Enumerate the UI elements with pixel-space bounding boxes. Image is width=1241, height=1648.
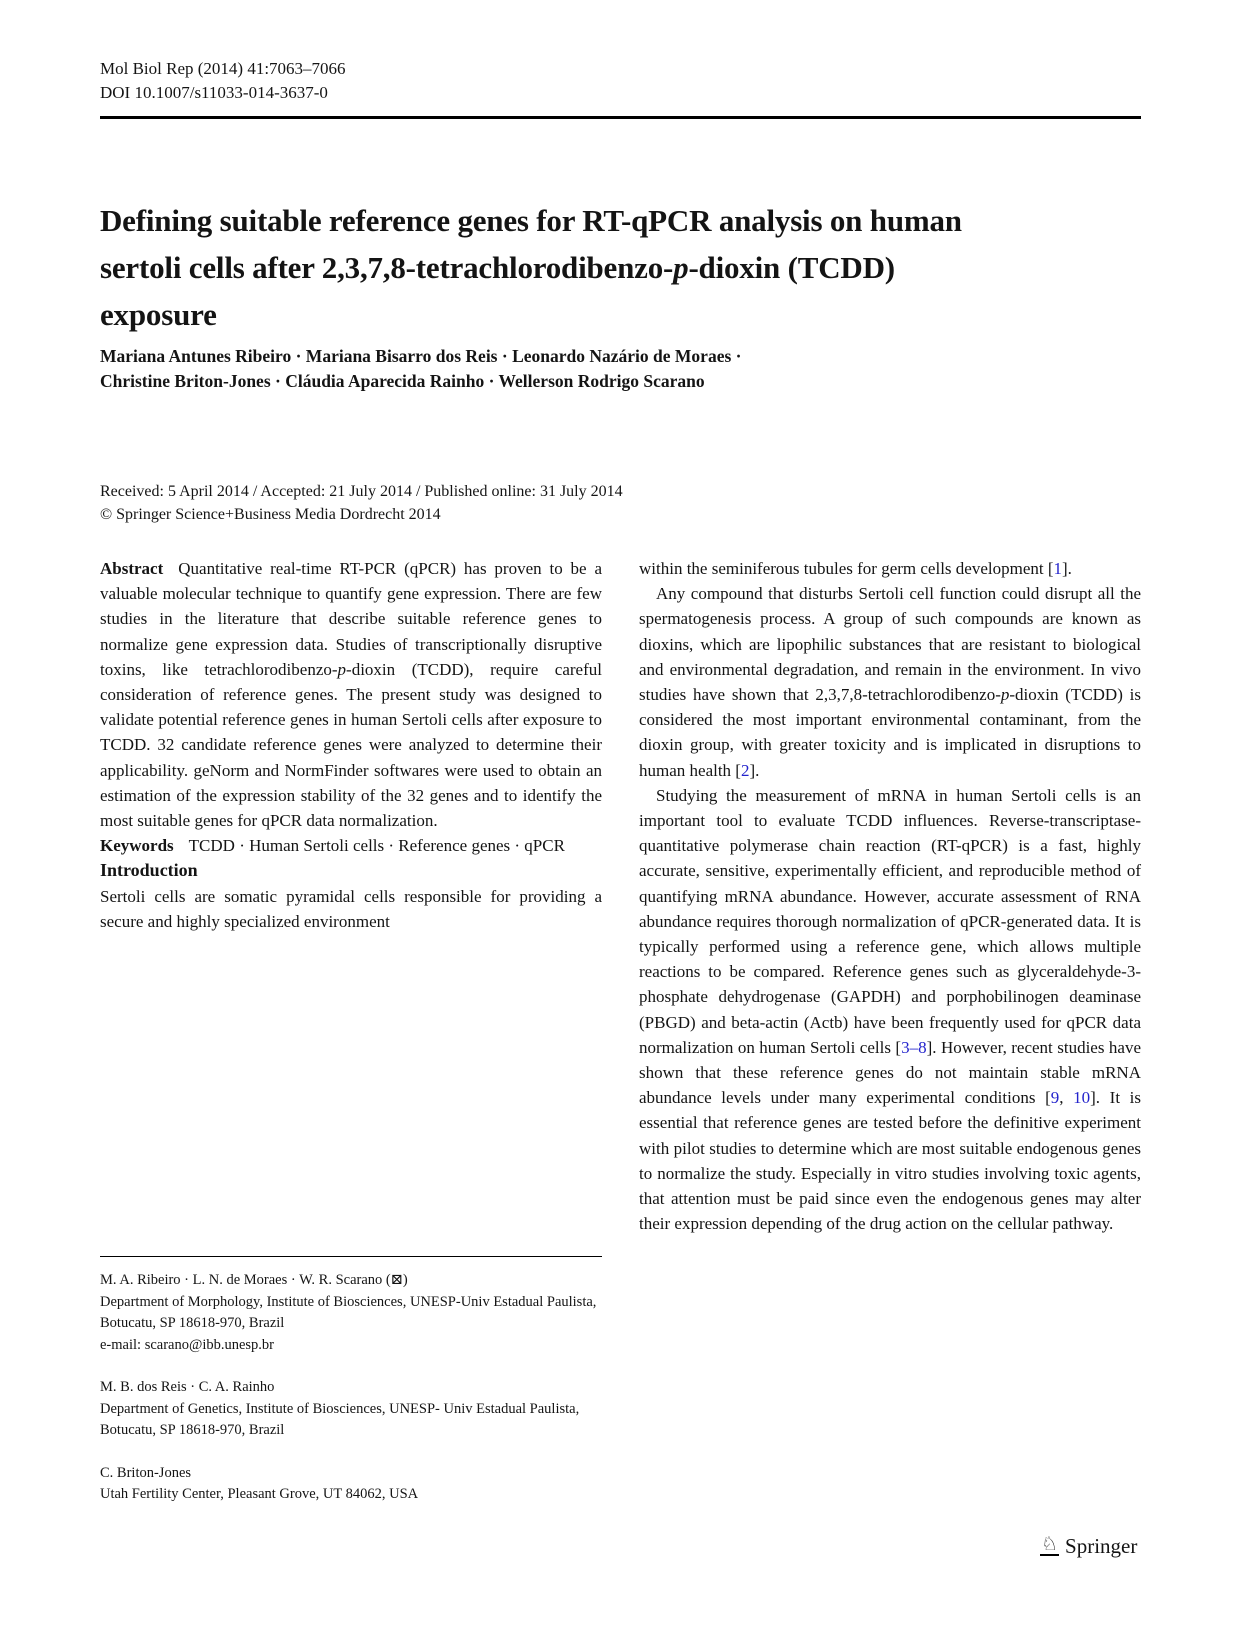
affiliation-3-authors: C. Briton-Jones [100,1464,192,1481]
citation-ref-3-8[interactable]: 3–8 [901,1037,927,1057]
springer-logo-label: Springer [1065,1534,1138,1558]
affiliation-1-email: e-mail: scarano@ibb.unesp.br [100,1336,275,1353]
header-rule [100,116,1141,119]
title-line-3: exposure [100,297,217,332]
right-column [639,556,1141,1236]
keywords-label: Keywords [100,836,174,856]
author-line-1: Mariana Antunes Ribeiro · Mariana Bisarro dos Reis · Leonardo Nazário de Moraes · [100,346,742,366]
keywords-paragraph [100,833,602,858]
author-line-2: Christine Briton-Jones · Cláudia Aparecida Rainho · Wellerson Rodrigo Scarano [100,371,705,391]
paragraph-tubules: within the seminiferous tubules for germ cells development [1]. [639,559,1072,578]
affiliation-1-address: Department of Morphology, Institute of Biosciences, UNESP-Univ Estadual Paulista, Botucatu, SP 18618-970, Brazil [100,1293,597,1331]
paper-title [100,197,1080,338]
journal-doi: DOI 10.1007/s11033-014-3637-0 [100,83,328,102]
title-line-1: Defining suitable reference genes for RT-qPCR analysis on human [100,203,962,238]
journal-header [100,57,346,105]
citation-ref-10[interactable]: 10 [1073,1088,1091,1108]
affiliations-footnote [100,1256,602,1527]
left-column [100,556,602,934]
abstract-label: Abstract [100,559,164,578]
corresponding-author-envelope-icon: ⊠ [390,1272,403,1288]
journal-citation: Mol Biol Rep (2014) 41:7063–7066 [100,59,346,78]
affiliation-1-authors: M. A. Ribeiro · L. N. de Moraes · W. R. Scarano (⊠) [100,1272,408,1288]
article-meta [100,480,1000,526]
citation-ref-2[interactable]: 2 [740,760,750,780]
author-list [100,344,1080,394]
introduction-paragraph: Sertoli cells are somatic pyramidal cells responsible for providing a secure and highly specialized environment [100,886,602,931]
received-accepted-line: Received: 5 April 2014 / Accepted: 21 July 2014 / Published online: 31 July 2014 [100,483,623,500]
springer-logo [1040,1534,1137,1559]
affiliation-2 [100,1377,602,1442]
affiliation-2-authors: M. B. dos Reis · C. A. Rainho [100,1379,275,1395]
title-italic-p: p [673,250,689,285]
affiliation-3 [100,1463,602,1506]
title-line-2: sertoli cells after 2,3,7,8-tetrachlorodibenzo-p-dioxin (TCDD) [100,250,895,285]
citation-ref-1[interactable]: 1 [1053,559,1063,578]
affiliation-1 [100,1270,602,1356]
citation-ref-9[interactable]: 9 [1050,1088,1060,1108]
affiliation-3-address: Utah Fertility Center, Pleasant Grove, UT 84062, USA [100,1486,419,1502]
introduction-heading: Introduction [100,860,198,881]
springer-horse-icon: ♘ [1041,1534,1059,1555]
paragraph-dioxins: Any compound that disturbs Sertoli cell function could disrupt all the spermatogenesis process. A group of such compounds are known as dioxins, which are lipophilic substances that are resistant to biological and environmental degradation, and remain in the environment. In vivo studies have shown that 2,3,7,8-tetrachlorodibenzo-p-dioxin (TCDD) is considered the most important environmental contaminant, from the dioxin group, with greater toxicity and is implicated in disruptions to human health [2]. [639,584,1141,780]
paragraph-rtqpcr: Studying the measurement of mRNA in human Sertoli cells is an important tool to evaluate TCDD influences. Reverse-transcriptase-quantitative polymerase chain reaction (RT-qPCR) is a fast, highly accurate, sensitive, experimentally efficient, and reproducible method of quantifying mRNA abundance. However, accurate assessment of RNA abundance requires thorough normalization of qPCR-generated data. It is typically performed using a reference gene, which allows multiple reactions to be compared. Reference genes such as glyceraldehyde-3-phosphate dehydrogenase (GAPDH) and porphobilinogen deaminase (PBGD) and beta-actin (Actb) have been frequently used for qPCR data normalization on human Sertoli cells [3–8]. However, recent studies have shown that these reference genes do not maintain stable mRNA abundance levels under many experimental conditions [9, 10]. It is essential that reference genes are tested before the definitive experiment with pilot studies to determine which are most suitable endogenous genes to normalize the study. Especially in vitro studies involving toxic agents, that attention must be paid since even the endogenous genes may alter their expression depending of the drug action on the cellular pathway. [639,785,1141,1234]
abstract-paragraph: Abstract Quantitative real-time RT-PCR (qPCR) has proven to be a valuable molecular technique to quantify gene expression. There are few studies in the literature that describe suitable reference genes to normalize gene expression data. Studies of transcriptionally disruptive toxins, like tetrachlorodibenzo-p-dioxin (TCDD), require careful consideration of reference genes. The present study was designed to validate potential reference genes in human Sertoli cells after exposure to TCDD. 32 candidate reference genes were analyzed to determine their applicability. geNorm and NormFinder softwares were used to obtain an estimation of the expression stability of the 32 genes and to identify the most suitable genes for qPCR data normalization. [100,559,602,831]
affiliation-2-address: Department of Genetics, Institute of Biosciences, UNESP- Univ Estadual Paulista, Botucatu, SP 18618-970, Brazil [100,1400,580,1438]
copyright-line: © Springer Science+Business Media Dordrecht 2014 [100,506,441,523]
keywords-text: TCDD · Human Sertoli cells · Reference genes · qPCR [188,836,565,856]
